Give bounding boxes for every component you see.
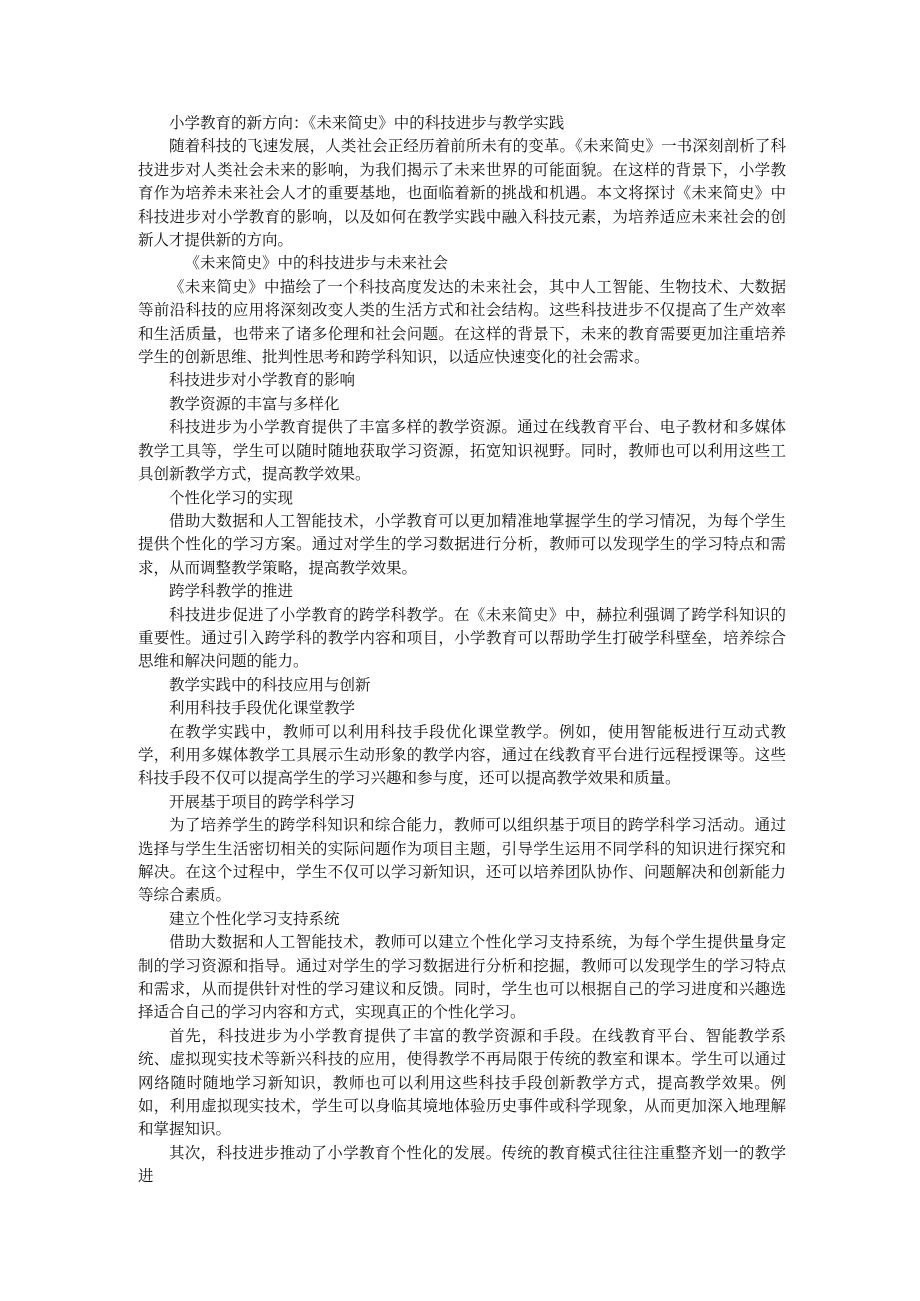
body-paragraph: 为了培养学生的跨学科知识和综合能力，教师可以组织基于项目的跨学科学习活动。通过选择与学生生活密切相关的实际问题作为项目主题，引导学生运用不同学科的知识进行探究和解决。在这个过程中，学生不仅可以学习新知识，还可以培养团队协作、问题解决和创新能力等综合素质。 [138,816,786,905]
section-heading: 教学资源的丰富与多样化 [169,394,340,413]
section-heading: 科技进步对小学教育的影响 [169,371,356,390]
section-heading: 跨学科教学的推进 [169,582,294,601]
section-heading: 开展基于项目的跨学科学习 [169,792,356,811]
body-paragraph: 借助大数据和人工智能技术，教师可以建立个性化学习支持系统，为每个学生提供量身定制的学习资源和指导。通过对学生的学习数据进行分析和挖掘，教师可以发现学生的学习特点和需求，从而提供针对性的学习建议和反馈。同时，学生也可以根据自己的学习进度和兴趣选择适合自己的学习内容和方式，实现真正的个性化学习。 [138,933,786,1022]
body-paragraph: 科技进步促进了小学教育的跨学科教学。在《未来简史》中，赫拉利强调了跨学科知识的重要性。通过引入跨学科的教学内容和项目，小学教育可以帮助学生打破学科壁垒，培养综合思维和解决问题的能力。 [138,605,786,671]
body-paragraph: 首先，科技进步为小学教育提供了丰富的教学资源和手段。在线教育平台、智能教学系统、虚拟现实技术等新兴科技的应用，使得教学不再局限于传统的教室和课本。学生可以通过网络随时随地学习新知识，教师也可以利用这些科技手段创新教学方式，提高教学效果。例如，利用虚拟现实技术，学生可以身临其境地体验历史事件或科学现象，从而更加深入地理解和掌握知识。 [138,1026,786,1139]
section-heading: 教学实践中的科技应用与创新 [169,675,371,694]
body-paragraph: 科技进步为小学教育提供了丰富多样的教学资源。通过在线教育平台、电子教材和多媒体教学工具等，学生可以随时随地获取学习资源，拓宽知识视野。同时，教师也可以利用这些工具创新教学方式，提高教学效果。 [138,418,786,484]
body-paragraph: 借助大数据和人工智能技术，小学教育可以更加精准地掌握学生的学习情况，为每个学生提供个性化的学习方案。通过对学生的学习数据进行分析，教师可以发现学生的学习特点和需求，从而调整教学策略，提高教学效果。 [138,511,786,577]
body-paragraph: 在教学实践中，教师可以利用科技手段优化课堂教学。例如，使用智能板进行互动式教学，利用多媒体教学工具展示生动形象的教学内容，通过在线教育平台进行远程授课等。这些科技手段不仅可以提高学生的学习兴趣和参与度，还可以提高教学效果和质量。 [138,722,786,788]
body-paragraph: 《未来简史》中描绘了一个科技高度发达的未来社会，其中人工智能、生物技术、大数据等前沿科技的应用将深刻改变人类的生活方式和社会结构。这些科技进步不仅提高了生产效率和生活质量，也带来了诸多伦理和社会问题。在这样的背景下，未来的教育需要更加注重培养学生的创新思维、批判性思考和跨学科知识，以适应快速变化的社会需求。 [138,277,786,367]
section-heading: 建立个性化学习支持系统 [169,909,340,928]
section-heading: 利用科技手段优化课堂教学 [169,699,356,718]
section-heading: 个性化学习的实现 [169,488,294,507]
body-paragraph: 其次，科技进步推动了小学教育个性化的发展。传统的教育模式往往注重整齐划一的教学进 [138,1143,786,1186]
document-title: 小学教育的新方向：《未来简史》中的科技进步与教学实践 [169,114,565,132]
document-page [138,112,786,1189]
document-body [138,135,786,1188]
body-paragraph: 随着科技的飞速发展，人类社会正经历着前所未有的变革。《未来简史》一书深刻剖析了科技进步对人类社会未来的影响，为我们揭示了未来世界的可能面貌。在这样的背景下，小学教育作为培养未来社会人才的重要基地，也面临着新的挑战和机遇。本文将探讨《未来简史》中科技进步对小学教育的影响，以及如何在教学实践中融入科技元素，为培养适应未来社会的创新人才提供新的方向。 [138,137,786,250]
section-heading: 《未来简史》中的科技进步与未来社会 [184,254,449,273]
